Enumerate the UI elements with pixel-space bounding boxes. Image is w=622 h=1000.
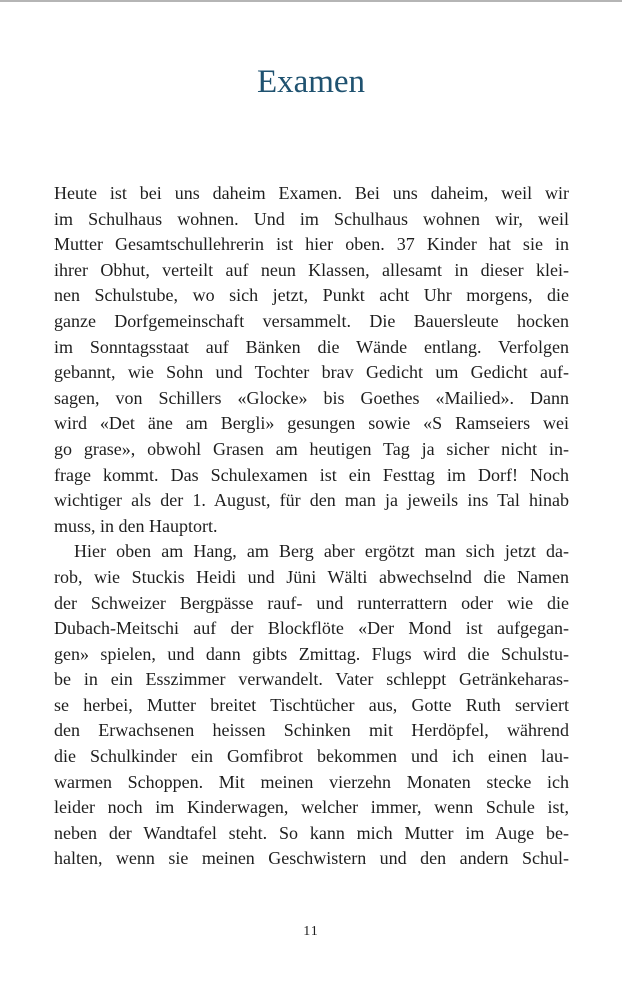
text-line: Hier oben am Hang, am Berg aber ergötzt man sich jetzt da- <box>74 541 569 562</box>
text-line: muss, in den Hauptort. <box>54 515 218 536</box>
text-line: Mutter Gesamtschullehrerin ist hier oben. 37 Kinder hat sie in <box>54 234 569 255</box>
text-line: nen Schulstube, wo sich jetzt, Punkt acht Uhr morgens, die <box>54 285 569 306</box>
text-line: die Schulkinder ein Gomfibrot bekommen und ich einen lau- <box>54 746 569 767</box>
text-line: go grase», obwohl Grasen am heutigen Tag ja sicher nicht in- <box>54 438 569 459</box>
text-line: im Sonntagsstaat auf Bänken die Wände entlang. Verfolgen <box>54 336 569 357</box>
body-text <box>54 181 569 872</box>
text-line: leider noch im Kinderwagen, welcher immer, wenn Schule ist, <box>54 797 569 818</box>
page-top-border <box>0 0 622 2</box>
page-number: 11 <box>303 924 319 939</box>
text-line: gen» spielen, und dann gibts Zmittag. Flugs wird die Schulstu- <box>54 643 569 664</box>
text-line: Heute ist bei uns daheim Examen. Bei uns daheim, weil wir <box>54 183 569 203</box>
chapter-title: Examen <box>256 64 366 100</box>
text-line: gebannt, wie Sohn und Tochter brav Gedicht um Gedicht auf- <box>54 362 569 383</box>
text-line: rob, wie Stuckis Heidi und Jüni Wälti abwechselnd die Namen <box>54 566 569 587</box>
paragraph-1 <box>54 181 569 539</box>
text-line: Dubach-Meitschi auf der Blockflöte «Der Mond ist aufgegan- <box>54 618 569 639</box>
text-line: ihrer Obhut, verteilt auf neun Klassen, allesamt in dieser klei- <box>54 259 569 280</box>
text-line: ganze Dorfgemeinschaft versammelt. Die Bauersleute hocken <box>54 310 569 331</box>
text-line: warmen Schoppen. Mit meinen vierzehn Monaten stecke ich <box>54 771 569 792</box>
text-line: wird «Det äne am Bergli» gesungen sowie «S Ramseiers wei <box>54 413 569 434</box>
text-line: se herbei, Mutter breitet Tischtücher aus, Gotte Ruth serviert <box>54 694 569 715</box>
text-line: be in ein Esszimmer verwandelt. Vater schleppt Getränkeharas- <box>54 669 569 690</box>
text-line: neben der Wandtafel steht. So kann mich Mutter im Auge be- <box>54 822 569 843</box>
text-line: der Schweizer Bergpässe rauf- und runterrattern oder wie die <box>54 592 569 613</box>
text-line: wichtiger als der 1. August, für den man ja jeweils ins Tal hinab <box>54 490 569 511</box>
text-line: halten, wenn sie meinen Geschwistern und den andern Schul- <box>54 848 569 869</box>
paragraph-2 <box>54 539 569 872</box>
text-line: im Schulhaus wohnen. Und im Schulhaus wohnen wir, weil <box>54 208 569 229</box>
text-line: den Erwachsenen heissen Schinken mit Herdöpfel, während <box>54 720 569 741</box>
text-line: sagen, von Schillers «Glocke» bis Goethes «Mailied». Dann <box>54 387 569 408</box>
text-line: frage kommt. Das Schulexamen ist ein Festtag im Dorf! Noch <box>54 464 569 485</box>
